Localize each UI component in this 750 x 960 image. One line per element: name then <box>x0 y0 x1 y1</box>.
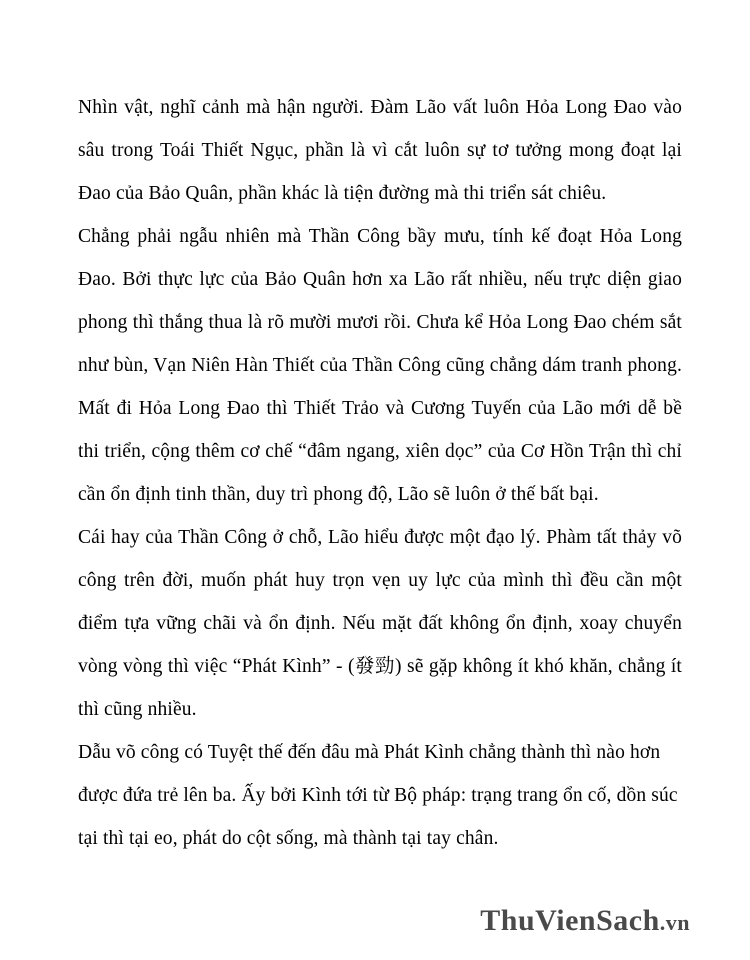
watermark-name: ThuVienSach <box>480 904 660 937</box>
paragraph-4: Dẫu võ công có Tuyệt thế đến đâu mà Phát Kình chẳng thành thì nào hơn được đứa trẻ lên ba. Ấy bởi Kình tới từ Bộ pháp: trạng trang ổn cố, dồn súc tại thì tại eo, phát do cột sống, mà thành tại tay chân. <box>78 742 678 849</box>
document-body <box>78 86 682 860</box>
watermark-tld: .vn <box>659 910 690 935</box>
paragraph-3: Cái hay của Thần Công ở chỗ, Lão hiểu được một đạo lý. Phàm tất thảy võ công trên đời, muốn phát huy trọn vẹn uy lực của mình thì đều cần một điểm tựa vững chãi và ổn định. Nếu mặt đất không ổn định, xoay chuyển vòng vòng thì việc “Phát Kình” - (發勁) sẽ gặp không ít khó khăn, chẳng ít thì cũng nhiều. <box>78 527 682 720</box>
paragraph-2: Chẳng phải ngẫu nhiên mà Thần Công bầy mưu, tính kế đoạt Hỏa Long Đao. Bởi thực lực của Bảo Quân hơn xa Lão rất nhiều, nếu trực diện giao phong thì thắng thua là rõ mười mươi rồi. Chưa kể Hỏa Long Đao chém sắt như bùn, Vạn Niên Hàn Thiết của Thần Công cũng chẳng dám tranh phong. Mất đi Hỏa Long Đao thì Thiết Trảo và Cương Tuyến của Lão mới dễ bề thi triển, cộng thêm cơ chế “đâm ngang, xiên dọc” của Cơ Hồn Trận thì chỉ cần ổn định tinh thần, duy trì phong độ, Lão sẽ luôn ở thế bất bại. <box>78 226 682 505</box>
site-watermark <box>480 904 690 938</box>
paragraph-1: Nhìn vật, nghĩ cảnh mà hận người. Đàm Lão vất luôn Hỏa Long Đao vào sâu trong Toái Thiết Ngục, phần là vì cắt luôn sự tơ tưởng mong đoạt lại Đao của Bảo Quân, phần khác là tiện đường mà thi triển sát chiêu. <box>78 97 682 204</box>
